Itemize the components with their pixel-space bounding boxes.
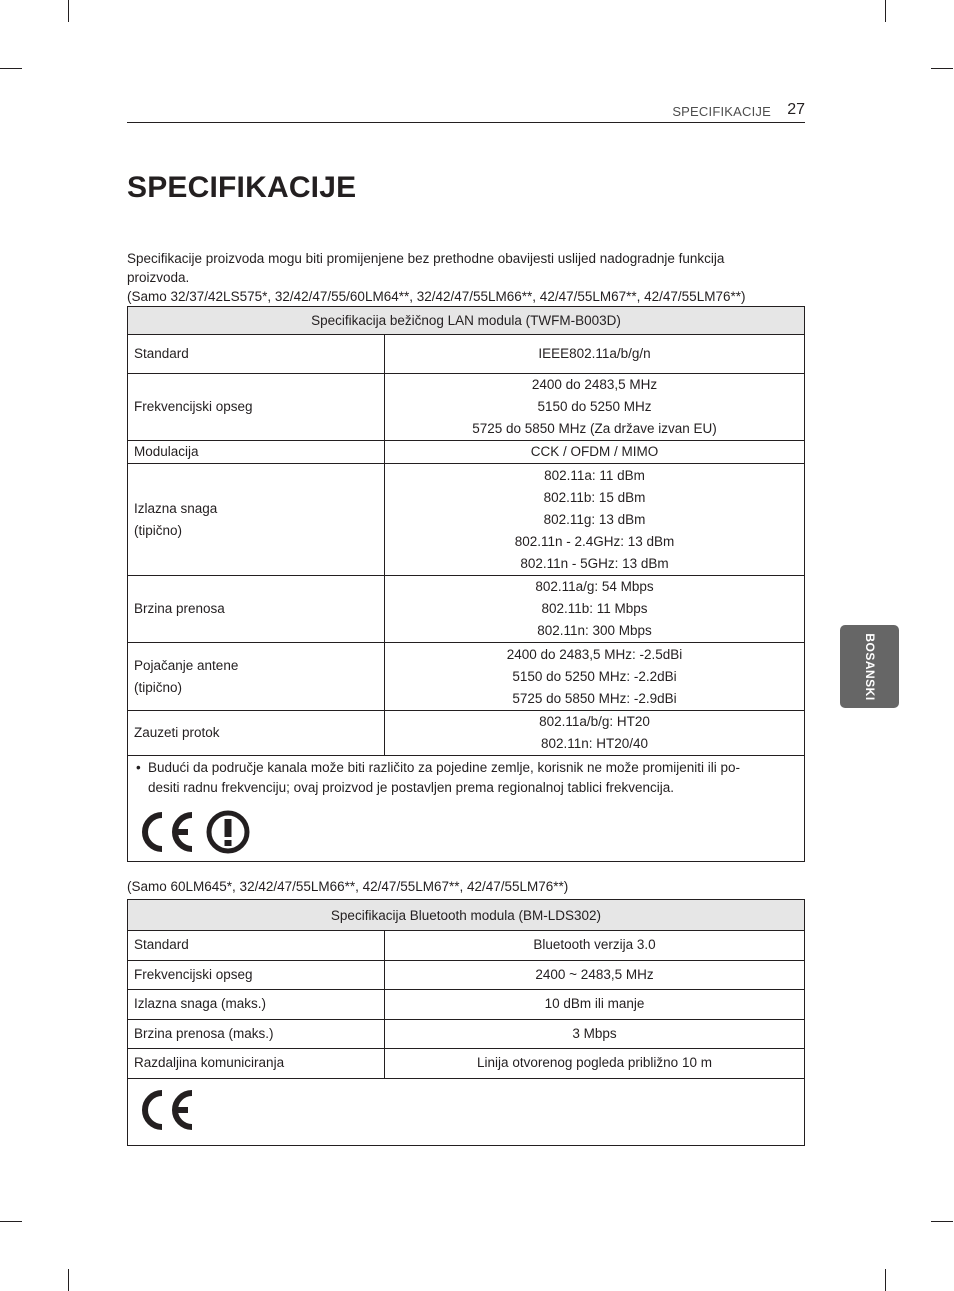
intro-models-line: (Samo 32/37/42LS575*, 32/42/47/55/60LM64**, 32/42/47/55LM66**, 42/47/55LM67**, 42/47/55LM76**) [127,289,746,304]
row-value: Bluetooth verzija 3.0 [385,931,805,961]
row-value: CCK / OFDM / MIMO [530,444,659,459]
table-row [128,374,805,441]
row-value-cell [385,374,805,441]
table-row [128,643,805,711]
row-label-cell [128,711,385,756]
bt-mark-cell [128,1078,805,1145]
row-value: 2400 do 2483,5 MHz [531,377,658,392]
row-label-cell [128,576,385,643]
row-label: Razdaljina komuniciranja [128,1049,385,1079]
table-row [128,441,805,464]
row-label: Brzina prenosa (maks.) [128,1019,385,1049]
row-value: 802.11n - 5GHz: 13 dBm [520,555,669,571]
row-label: Frekvencijski opseg [134,399,253,414]
row-label: Pojačanje antene [134,657,239,673]
row-label: Modulacija [134,444,199,459]
row-value-cell [385,464,805,576]
crop-mark [0,1221,22,1222]
wlan-note [136,758,794,797]
page-number: 27 [787,101,805,118]
wlan-note-line: Budući da područje kanala može biti različito za pojedine zemlje, korisnik ne može promijeniti ili po- [148,760,741,775]
row-label: (tipično) [134,679,183,695]
crop-mark [931,1221,953,1222]
table-row [128,960,805,990]
row-label: Brzina prenosa [134,601,225,616]
table-row [128,711,805,756]
row-label-cell [128,374,385,441]
bt-table-heading: Specifikacija Bluetooth modula (BM-LDS302) [128,900,805,931]
header-section-name: SPECIFIKACIJE [672,104,771,119]
row-label: Zauzeti protok [134,725,220,740]
row-value: 802.11b: 15 dBm [543,489,646,505]
table-row [128,576,805,643]
row-value: 802.11n - 2.4GHz: 13 dBm [514,533,675,549]
crop-mark [0,68,22,69]
wlan-note-line: desiti radnu frekvenciju; ovaj proizvod je postavljen prema regionalnoj tablici frekvencija. [148,779,675,795]
row-value-cell [385,711,805,756]
bullet-icon: • [136,760,141,775]
row-value: Linija otvorenog pogleda približno 10 m [385,1049,805,1079]
row-value: 802.11a/g: 54 Mbps [535,579,654,594]
bt-models-line: (Samo 60LM645*, 32/42/47/55LM66**, 42/47/55LM67**, 42/47/55LM76**) [127,879,569,894]
alert-class2-icon [206,809,256,855]
crop-mark [885,0,886,22]
table-row [128,1049,805,1079]
table-row [128,931,805,961]
row-label: Izlazna snaga [134,500,218,516]
ce-mark-icon [136,810,196,854]
row-value: 802.11a/b/g: HT20 [539,714,650,729]
row-value: 802.11a: 11 dBm [544,467,645,483]
row-value: IEEE802.11a/b/g/n [538,346,651,361]
row-value: 10 dBm ili manje [385,990,805,1020]
wlan-note-cell [128,756,805,862]
crop-mark [68,1269,69,1291]
row-label: Standard [134,346,189,361]
row-value: 5150 do 5250 MHz: -2.2dBi [512,668,677,684]
intro-line: Specifikacije proizvoda mogu biti promijenjene bez prethodne obavijesti uslijed nadogradnje funkcija [127,251,725,266]
row-value: 802.11n: HT20/40 [540,736,649,751]
wlan-spec-table [127,306,805,862]
row-value-cell [385,576,805,643]
row-value: 2400 do 2483,5 MHz: -2.5dBi [506,646,683,662]
crop-mark [931,68,953,69]
row-label-cell [128,643,385,711]
ce-mark-icon [136,1088,196,1132]
row-value-cell [385,335,805,374]
intro-text [127,249,807,306]
row-label: Standard [128,931,385,961]
crop-mark [885,1269,886,1291]
table-row [128,464,805,576]
intro-line: proizvoda. [127,270,190,285]
row-value-cell [385,441,805,464]
running-header [127,100,805,123]
row-value-cell [385,643,805,711]
bt-spec-table [127,899,805,1146]
table-row [128,990,805,1020]
table-row [128,1019,805,1049]
wlan-certification-marks [136,809,794,855]
crop-mark [68,0,69,22]
row-value: 2400 ~ 2483,5 MHz [385,960,805,990]
row-label-cell [128,464,385,576]
row-value: 802.11b: 11 Mbps [541,601,648,616]
table-row [128,335,805,374]
row-label: Frekvencijski opseg [128,960,385,990]
wlan-note-text [148,758,740,797]
row-label-cell [128,335,385,374]
row-value: 802.11n: 300 Mbps [537,623,652,638]
language-tab [840,625,899,708]
row-value: 3 Mbps [385,1019,805,1049]
row-label: Izlazna snaga (maks.) [128,990,385,1020]
row-label-cell [128,441,385,464]
page-title: SPECIFIKACIJE [127,171,357,204]
language-tab-label: BOSANSKI [862,632,877,701]
row-value: 5725 do 5850 MHz (Za države izvan EU) [472,421,717,436]
row-label: (tipično) [134,522,183,538]
row-value: 5150 do 5250 MHz [537,399,652,414]
wlan-table-heading: Specifikacija bežičnog LAN modula (TWFM-B003D) [128,307,805,335]
row-value: 802.11g: 13 dBm [543,511,646,527]
row-value: 5725 do 5850 MHz: -2.9dBi [512,690,677,706]
